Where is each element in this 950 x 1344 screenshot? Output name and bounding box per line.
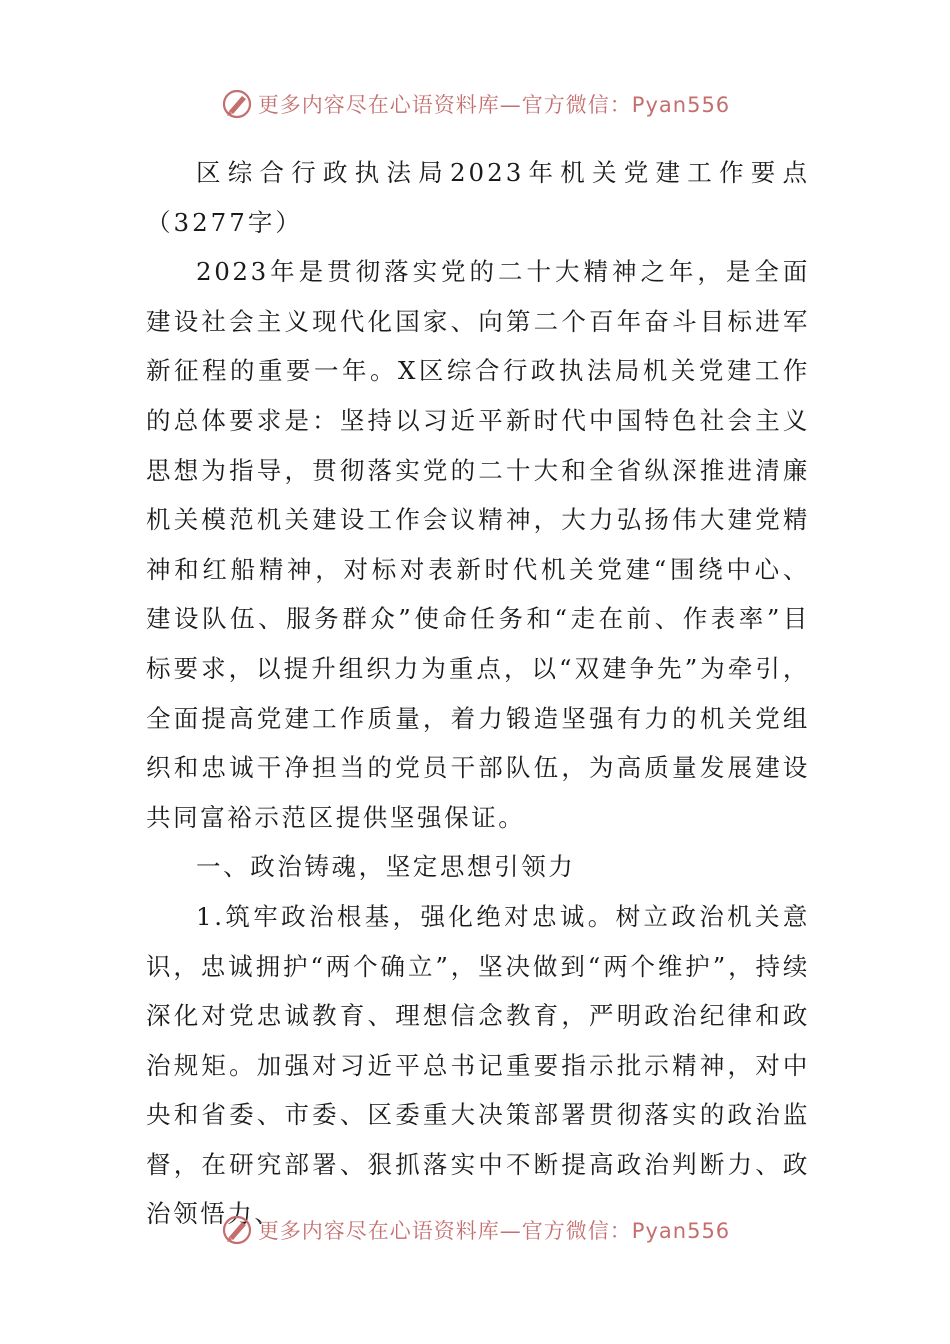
header-watermark-banner — [0, 84, 950, 124]
document-body — [146, 148, 810, 1239]
paragraph-item-1: 1.筑牢政治根基，强化绝对忠诚。树立政治机关意识，忠诚拥护“两个确立”，坚决做到“两个维护”，持续深化对党忠诚教育、理想信念教育，严明政治纪律和政治规矩。加强对习近平总书记重要指示批示精神，对中央和省委、市委、区委重大决策部署贯彻落实的政治监督，在研究部署、狠抓落实中不断提高政治判断力、政治领悟力、 — [146, 901, 810, 1229]
section-heading: 一、政治铸魂，坚定思想引领力 — [196, 852, 576, 882]
paragraph-intro: 2023年是贯彻落实党的二十大精神之年，是全面建设社会主义现代化国家、向第二个百年奋斗目标进军新征程的重要一年。X区综合行政执法局机关党建工作的总体要求是：坚持以习近平新时代中国特色社会主义思想为指导，贯彻落实党的二十大和全省纵深推进清廉机关模范机关建设工作会议精神，大力弘扬伟大建党精神和红船精神，对标对表新时代机关党建“围绕中心、建设队伍、服务群众”使命任务和“走在前、作表率”目标要求，以提升组织力为重点，以“双建争先”为牵引，全面提高党建工作质量，着力锻造坚强有力的机关党组织和忠诚干净担当的党员干部队伍，为高质量发展建设共同富裕示范区提供坚强保证。 — [146, 257, 810, 832]
pen-circle-icon — [220, 1213, 254, 1247]
document-title: 区综合行政执法局2023年机关党建工作要点（3277字） — [146, 158, 810, 237]
banner-text: 更多内容尽在心语资料库—官方微信：Pyan556 — [257, 93, 731, 117]
pen-circle-icon — [220, 87, 254, 121]
footer-watermark-banner — [0, 1210, 950, 1250]
banner-text: 更多内容尽在心语资料库—官方微信：Pyan556 — [257, 1219, 731, 1243]
